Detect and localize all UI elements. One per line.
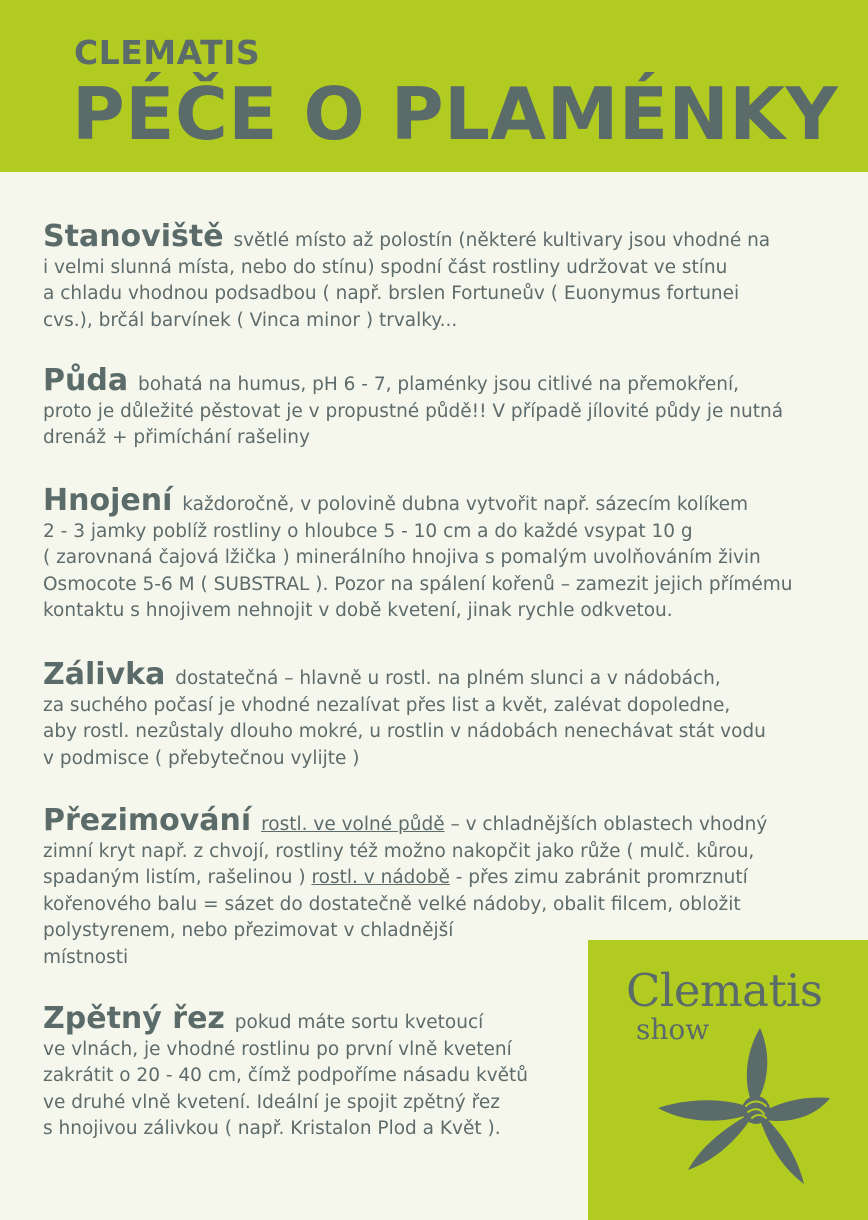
section-puda <box>43 363 784 452</box>
section-heading: Stanoviště <box>43 219 224 254</box>
section-text: spadaným listím, rašelinou ) <box>43 867 312 888</box>
section-hnojeni <box>43 483 793 625</box>
section-text: a chladu vhodnou podsadbou ( např. brslen Fortuneův ( Euonymus fortunei <box>43 283 740 304</box>
section-text: aby rostl. nezůstaly dlouho mokré, u rostlin v nádobách nenechávat stát vodu <box>43 721 766 742</box>
brand-label: CLEMATIS <box>74 33 261 72</box>
section-text: s hnojivou zálivkou ( např. Kristalon Plod a Květ ). <box>43 1118 501 1139</box>
section-text: místnosti <box>43 946 129 968</box>
section-text: bohatá na humus, pH 6 - 7, plaménky jsou citlivé na přemokření, <box>137 374 740 395</box>
logo-subtitle: show <box>636 1013 710 1046</box>
page-title: PÉČE O PLAMÉNKY <box>72 72 839 156</box>
header-banner <box>0 0 868 172</box>
clematis-flower-icon <box>648 1020 838 1200</box>
section-text: Osmocote 5-6 M ( SUBSTRAL ). Pozor na spálení kořenů – zamezit jejich přímému <box>43 573 793 595</box>
section-zpetny-rez <box>43 1001 529 1143</box>
section-text: kontaktu s hnojivem nehnojit v době kvetení, jinak rychle odkvetou. <box>43 600 673 621</box>
section-text: každoročně, v polovině dubna vytvořit např. sázecím kolíkem <box>182 494 749 515</box>
section-stanoviste <box>43 219 771 334</box>
section-text: ( zarovnaná čajová lžička ) minerálního hnojiva s pomalým uvolňováním živin <box>43 547 761 568</box>
section-text: drenáž + přimíchání rašeliny <box>43 427 310 448</box>
section-text: světlé místo až polostín (některé kultivary jsou vhodné na <box>233 230 771 251</box>
section-text: – v chladnějších oblastech vhodný <box>444 814 768 835</box>
section-text: v podmisce ( přebytečnou vylijte ) <box>43 747 360 769</box>
section-subtopic: rostl. v nádobě <box>311 867 450 888</box>
section-text: proto je důležité pěstovat je v propustné půdě!! V případě jílovité půdy je nutná <box>43 400 784 422</box>
section-zalivka <box>43 657 766 772</box>
section-subtopic: rostl. ve volné půdě <box>261 814 445 835</box>
section-text: cvs.), brčál barvínek ( Vinca minor ) trvalky... <box>43 309 458 331</box>
section-heading: Zpětný řez <box>43 1001 225 1036</box>
section-text: ve druhé vlně kvetení. Ideální je spojit zpětný řez <box>43 1091 500 1113</box>
section-text: pokud máte sortu kvetoucí <box>234 1012 484 1033</box>
logo-wordmark: Clematis <box>626 964 823 1017</box>
section-text: 2 - 3 jamky poblíž rostliny o hloubce 5 - 10 cm a do každé vsypat 10 g <box>43 520 693 542</box>
section-text: zimní kryt např. z chvojí, rostliny též možno nakopčit jako růže ( mulč. kůrou, <box>43 840 755 862</box>
clematis-show-logo <box>588 940 868 1220</box>
section-text: zakrátit o 20 - 40 cm, čímž podpoříme násadu květů <box>43 1065 529 1086</box>
section-text: polystyrenem, nebo přezimovat v chladnější <box>43 920 454 941</box>
section-text: i velmi slunná místa, nebo do stínu) spodní část rostliny udržovat ve stínu <box>43 256 728 278</box>
section-text: kořenového balu = sázet do dostatečně velké nádoby, obalit filcem, obložit <box>43 893 741 915</box>
section-text: ve vlnách, je vhodné rostlinu po první vlně kvetení <box>43 1038 512 1060</box>
section-text: za suchého počasí je vhodné nezalívat přes list a květ, zalévat dopoledne, <box>43 694 731 716</box>
section-heading: Hnojení <box>43 483 173 518</box>
section-heading: Zálivka <box>43 657 166 692</box>
section-heading: Přezimování <box>43 803 252 838</box>
section-text: - přes zimu zabránit promrznutí <box>449 867 748 888</box>
section-heading: Půda <box>43 363 129 398</box>
section-text: dostatečná – hlavně u rostl. na plném slunci a v nádobách, <box>175 668 721 689</box>
